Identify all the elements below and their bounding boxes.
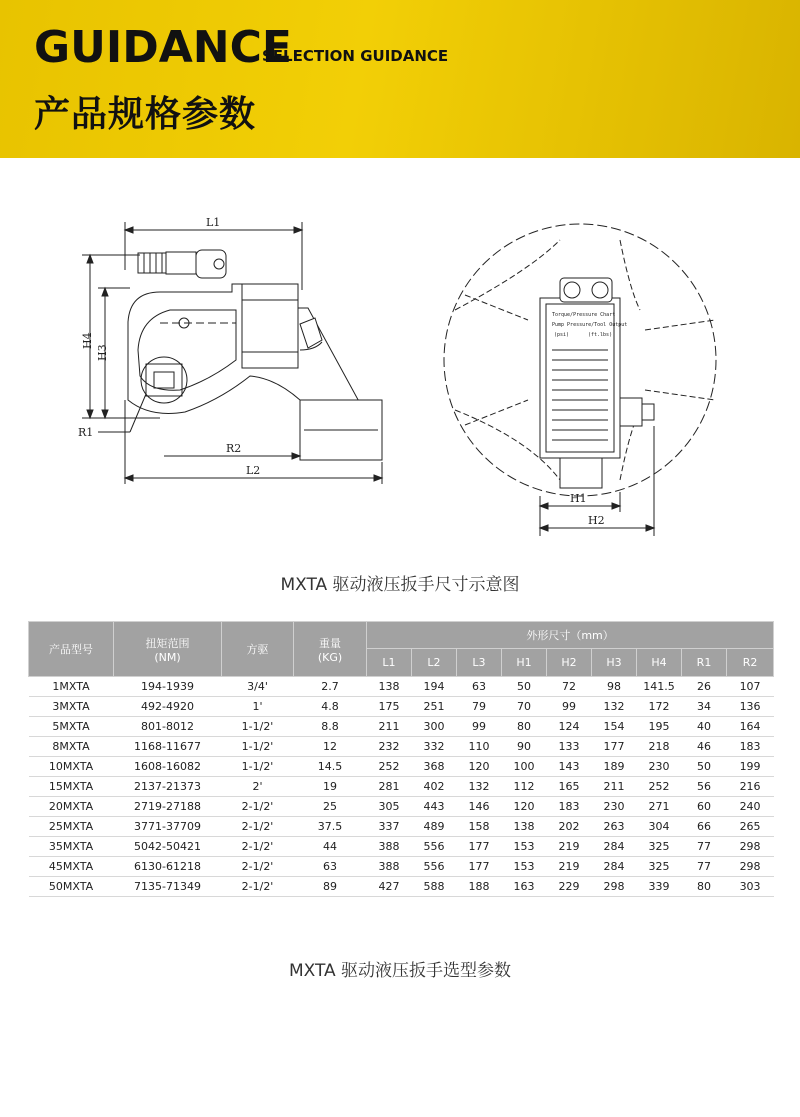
table-cell: 325 — [637, 837, 682, 857]
table-cell: 298 — [592, 877, 637, 897]
table-cell: 124 — [547, 717, 592, 737]
col-dim-l1: L1 — [367, 649, 412, 677]
table-cell: 110 — [457, 737, 502, 757]
table-row — [29, 697, 774, 717]
table-cell: 66 — [682, 817, 727, 837]
table-cell: 165 — [547, 777, 592, 797]
label-l2: L2 — [246, 464, 261, 477]
table-row — [29, 777, 774, 797]
table-cell: 172 — [637, 697, 682, 717]
table-cell: 50 — [682, 757, 727, 777]
col-dim-h3: H3 — [592, 649, 637, 677]
table-cell: 44 — [294, 837, 367, 857]
col-dim-l2: L2 — [412, 649, 457, 677]
label-h4: H4 — [81, 332, 94, 349]
table-cell: 25 — [294, 797, 367, 817]
table-cell: 50MXTA — [29, 877, 114, 897]
table-cell: 1-1/2' — [222, 757, 294, 777]
table-cell: 26 — [682, 677, 727, 697]
table-cell: 77 — [682, 837, 727, 857]
table-cell: 2137-21373 — [114, 777, 222, 797]
table-cell: 427 — [367, 877, 412, 897]
table-cell: 80 — [682, 877, 727, 897]
table-cell: 177 — [592, 737, 637, 757]
table-cell: 141.5 — [637, 677, 682, 697]
table-cell: 89 — [294, 877, 367, 897]
table-cell: 50 — [502, 677, 547, 697]
col-weight-label: 重量 — [319, 636, 341, 650]
table-cell: 2-1/2' — [222, 817, 294, 837]
table-cell: 10MXTA — [29, 757, 114, 777]
table-cell: 133 — [547, 737, 592, 757]
table-cell: 46 — [682, 737, 727, 757]
table-cell: 37.5 — [294, 817, 367, 837]
table-cell: 4.8 — [294, 697, 367, 717]
col-model: 产品型号 — [29, 622, 114, 677]
table-cell: 263 — [592, 817, 637, 837]
col-dim-l3: L3 — [457, 649, 502, 677]
table-cell: 298 — [727, 857, 774, 877]
table-cell: 303 — [727, 877, 774, 897]
table-cell: 6130-61218 — [114, 857, 222, 877]
table-cell: 265 — [727, 817, 774, 837]
label-l1: L1 — [206, 216, 221, 229]
label-h1: H1 — [570, 492, 587, 505]
table-cell: 153 — [502, 837, 547, 857]
table-cell: 3771-37709 — [114, 817, 222, 837]
table-cell: 143 — [547, 757, 592, 777]
table-cell: 153 — [502, 857, 547, 877]
col-torque-unit: (NM) — [154, 650, 181, 664]
table-cell: 284 — [592, 837, 637, 857]
table-cell: 120 — [502, 797, 547, 817]
table-row — [29, 837, 774, 857]
table-cell: 40 — [682, 717, 727, 737]
table-cell: 232 — [367, 737, 412, 757]
spec-table — [28, 621, 774, 897]
table-cell: 281 — [367, 777, 412, 797]
table-cell: 99 — [547, 697, 592, 717]
table-cell: 2-1/2' — [222, 837, 294, 857]
table-cell: 388 — [367, 857, 412, 877]
table-cell: 20MXTA — [29, 797, 114, 817]
table-cell: 230 — [637, 757, 682, 777]
plate-line2: Pump Pressure/Tool Output — [552, 322, 628, 328]
table-cell: 45MXTA — [29, 857, 114, 877]
table-cell: 337 — [367, 817, 412, 837]
page-subtitle: SELECTION GUIDANCE — [262, 47, 449, 65]
table-cell: 211 — [367, 717, 412, 737]
table-cell: 164 — [727, 717, 774, 737]
table-cell: 136 — [727, 697, 774, 717]
table-cell: 2719-27188 — [114, 797, 222, 817]
table-cell: 2-1/2' — [222, 797, 294, 817]
table-cell: 12 — [294, 737, 367, 757]
col-torque — [114, 622, 222, 677]
table-cell: 70 — [502, 697, 547, 717]
table-row — [29, 817, 774, 837]
table-cell: 2' — [222, 777, 294, 797]
table-cell: 175 — [367, 697, 412, 717]
table-cell: 2.7 — [294, 677, 367, 697]
table-cell: 300 — [412, 717, 457, 737]
table-cell: 8.8 — [294, 717, 367, 737]
table-cell: 305 — [367, 797, 412, 817]
table-caption: MXTA 驱动液压扳手选型参数 — [288, 961, 512, 981]
table-cell: 194-1939 — [114, 677, 222, 697]
table-cell: 443 — [412, 797, 457, 817]
diagram-caption: MXTA 驱动液压扳手尺寸示意图 — [280, 575, 520, 595]
table-cell: 2-1/2' — [222, 857, 294, 877]
plate-line3-left: (psi) — [554, 332, 570, 338]
table-cell: 99 — [457, 717, 502, 737]
table-cell: 79 — [457, 697, 502, 717]
table-row — [29, 757, 774, 777]
plate-title: Torque/Pressure Chart — [552, 312, 616, 318]
header-banner — [0, 0, 800, 158]
table-cell: 7135-71349 — [114, 877, 222, 897]
table-cell: 163 — [502, 877, 547, 897]
dimension-drawing — [60, 200, 740, 560]
table-cell: 14.5 — [294, 757, 367, 777]
table-cell: 177 — [457, 857, 502, 877]
table-cell: 202 — [547, 817, 592, 837]
table-cell: 325 — [637, 857, 682, 877]
table-cell: 183 — [727, 737, 774, 757]
table-cell: 132 — [457, 777, 502, 797]
table-cell: 1-1/2' — [222, 717, 294, 737]
table-cell: 56 — [682, 777, 727, 797]
table-row — [29, 677, 774, 697]
col-torque-label: 扭矩范围 — [145, 636, 190, 650]
col-dim-r2: R2 — [727, 649, 774, 677]
table-cell: 35MXTA — [29, 837, 114, 857]
table-cell: 34 — [682, 697, 727, 717]
table-row — [29, 877, 774, 897]
table-cell: 19 — [294, 777, 367, 797]
table-cell: 304 — [637, 817, 682, 837]
table-cell: 189 — [592, 757, 637, 777]
table-cell: 146 — [457, 797, 502, 817]
table-row — [29, 797, 774, 817]
table-cell: 332 — [412, 737, 457, 757]
table-cell: 195 — [637, 717, 682, 737]
table-cell: 492-4920 — [114, 697, 222, 717]
table-cell: 100 — [502, 757, 547, 777]
table-cell: 138 — [367, 677, 412, 697]
plate-line3-right: (ft.lbs) — [588, 332, 613, 338]
label-r1: R1 — [78, 426, 94, 439]
spec-table-body — [29, 677, 774, 897]
table-cell: 556 — [412, 837, 457, 857]
table-cell: 98 — [592, 677, 637, 697]
table-cell: 1MXTA — [29, 677, 114, 697]
chinese-title: 产品规格参数 — [34, 94, 257, 135]
table-cell: 5042-50421 — [114, 837, 222, 857]
table-cell: 219 — [547, 837, 592, 857]
table-cell: 229 — [547, 877, 592, 897]
table-cell: 388 — [367, 837, 412, 857]
table-cell: 138 — [502, 817, 547, 837]
table-cell: 252 — [637, 777, 682, 797]
table-cell: 489 — [412, 817, 457, 837]
col-dims: 外形尺寸（mm） — [367, 622, 774, 649]
table-cell: 72 — [547, 677, 592, 697]
table-cell: 252 — [367, 757, 412, 777]
label-h3: H3 — [96, 344, 109, 361]
table-cell: 194 — [412, 677, 457, 697]
table-cell: 25MXTA — [29, 817, 114, 837]
table-cell: 132 — [592, 697, 637, 717]
table-row — [29, 857, 774, 877]
table-cell: 77 — [682, 857, 727, 877]
table-cell: 80 — [502, 717, 547, 737]
table-cell: 15MXTA — [29, 777, 114, 797]
table-cell: 230 — [592, 797, 637, 817]
table-cell: 63 — [294, 857, 367, 877]
label-h2: H2 — [588, 514, 605, 527]
table-cell: 5MXTA — [29, 717, 114, 737]
table-cell: 177 — [457, 837, 502, 857]
table-cell: 60 — [682, 797, 727, 817]
col-weight — [294, 622, 367, 677]
table-cell: 183 — [547, 797, 592, 817]
col-weight-unit: (KG) — [317, 650, 343, 664]
table-cell: 63 — [457, 677, 502, 697]
table-cell: 2-1/2' — [222, 877, 294, 897]
table-cell: 158 — [457, 817, 502, 837]
table-cell: 402 — [412, 777, 457, 797]
table-cell: 3MXTA — [29, 697, 114, 717]
table-cell: 368 — [412, 757, 457, 777]
table-cell: 188 — [457, 877, 502, 897]
table-cell: 8MXTA — [29, 737, 114, 757]
col-dim-h4: H4 — [637, 649, 682, 677]
table-cell: 112 — [502, 777, 547, 797]
table-cell: 298 — [727, 837, 774, 857]
table-cell: 218 — [637, 737, 682, 757]
table-cell: 284 — [592, 857, 637, 877]
table-cell: 339 — [637, 877, 682, 897]
table-cell: 216 — [727, 777, 774, 797]
table-cell: 1' — [222, 697, 294, 717]
table-cell: 90 — [502, 737, 547, 757]
table-cell: 3/4' — [222, 677, 294, 697]
table-cell: 271 — [637, 797, 682, 817]
table-cell: 211 — [592, 777, 637, 797]
col-drive: 方驱 — [222, 622, 294, 677]
col-dim-r1: R1 — [682, 649, 727, 677]
table-cell: 107 — [727, 677, 774, 697]
col-dim-h2: H2 — [547, 649, 592, 677]
table-cell: 199 — [727, 757, 774, 777]
table-cell: 801-8012 — [114, 717, 222, 737]
table-cell: 251 — [412, 697, 457, 717]
label-r2: R2 — [226, 442, 242, 455]
table-row — [29, 717, 774, 737]
table-cell: 1608-16082 — [114, 757, 222, 777]
table-cell: 154 — [592, 717, 637, 737]
table-cell: 240 — [727, 797, 774, 817]
page-title: GUIDANCE — [34, 22, 292, 73]
table-cell: 219 — [547, 857, 592, 877]
table-cell: 588 — [412, 877, 457, 897]
table-row — [29, 737, 774, 757]
table-cell: 1168-11677 — [114, 737, 222, 757]
table-cell: 120 — [457, 757, 502, 777]
col-dim-h1: H1 — [502, 649, 547, 677]
table-cell: 556 — [412, 857, 457, 877]
table-cell: 1-1/2' — [222, 737, 294, 757]
